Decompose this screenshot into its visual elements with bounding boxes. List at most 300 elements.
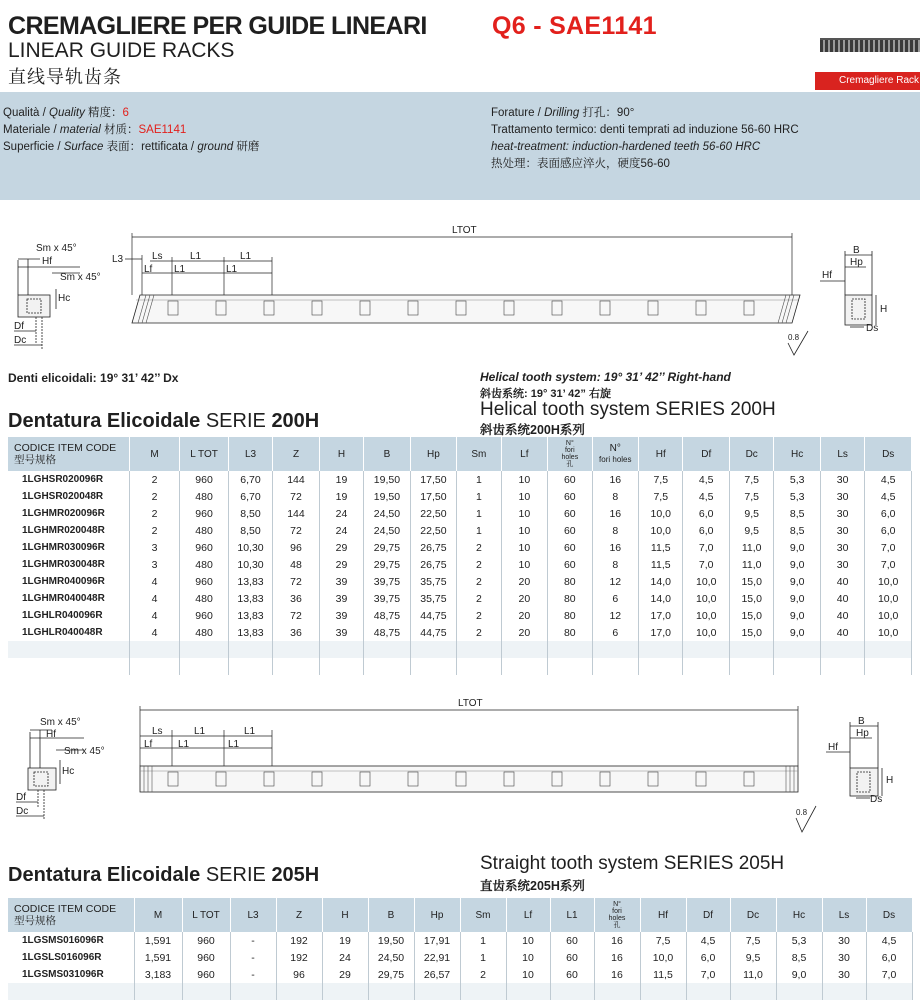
table-cell: 10,0 [683, 573, 729, 590]
table-cell-empty [319, 658, 363, 675]
table-cell: 72 [273, 607, 319, 624]
table-cell: 16 [592, 471, 638, 488]
table-cell: 48,75 [364, 624, 410, 641]
table-cell-empty [319, 641, 363, 658]
table-cell: 1 [460, 932, 506, 949]
label-h-2: H [886, 775, 894, 786]
table-cell: 20 [501, 624, 547, 641]
table-cell: 1 [457, 488, 501, 505]
table-cell: 26,75 [410, 539, 456, 556]
table-cell: 22,91 [414, 949, 460, 966]
col-hf-205: Hf [640, 898, 686, 932]
table-row [8, 471, 912, 488]
table-cell: 60 [550, 932, 594, 949]
table-cell: 39 [319, 590, 363, 607]
table-cell: 6,0 [865, 522, 912, 539]
table-cell: 10,30 [228, 539, 272, 556]
label-l1-a-2: L1 [194, 726, 206, 737]
table-cell: 10,0 [639, 522, 683, 539]
table-cell: 10 [501, 505, 547, 522]
table-cell: 19,50 [364, 488, 410, 505]
table-cell-empty [592, 658, 638, 675]
label-l3: L3 [112, 254, 124, 265]
label-dc-2: Dc [16, 806, 29, 817]
page-header [0, 0, 920, 92]
table-cell: 60 [550, 949, 594, 966]
table-cell: - [230, 949, 276, 966]
table-cell-empty [410, 641, 456, 658]
table-cell: 1 [457, 471, 501, 488]
table-cell: 7,0 [683, 556, 729, 573]
table-cell: 30 [820, 471, 864, 488]
table-cell: 40 [820, 573, 864, 590]
label-hf-2: Hf [46, 729, 56, 740]
table-cell: 1 [460, 949, 506, 966]
table-cell-empty [8, 983, 134, 1000]
table-cell: 2 [129, 505, 180, 522]
table-cell: 7,5 [639, 471, 683, 488]
table-cell: 72 [273, 573, 319, 590]
table-cell: 60 [550, 966, 594, 983]
table-cell: 1 [457, 505, 501, 522]
table-row [8, 488, 912, 505]
table-cell: 30 [820, 556, 864, 573]
table-cell: 4 [129, 590, 180, 607]
table-row-empty [8, 641, 912, 658]
table-cell: 8 [592, 556, 638, 573]
helical-rack-body [132, 295, 800, 323]
table-cell: 960 [180, 573, 229, 590]
col-hc: Hc [774, 437, 820, 471]
table-cell: 6,70 [228, 488, 272, 505]
table-cell: 20 [501, 573, 547, 590]
table-cell: 29,75 [364, 556, 410, 573]
table-cell-empty [774, 658, 820, 675]
label-hf-right: Hf [822, 270, 832, 281]
table-cell-empty [129, 641, 180, 658]
item-code-cell: 1LGHLR040048R [8, 624, 129, 641]
col-m-205: M [134, 898, 182, 932]
item-code-cell: 1LGHMR020048R [8, 522, 129, 539]
table-cell: 22,50 [410, 522, 456, 539]
table-cell: 60 [548, 488, 592, 505]
table-cell-empty [683, 641, 729, 658]
table-cell: 24,50 [368, 949, 414, 966]
item-code-cell: 1LGHSR020048R [8, 488, 129, 505]
table-cell: 10 [501, 522, 547, 539]
table-cell: 9,0 [774, 556, 820, 573]
label-hp-2: Hp [856, 728, 869, 739]
item-code-cell: 1LGHMR030048R [8, 556, 129, 573]
table-series-205h [8, 898, 913, 1000]
table-cell: 4 [129, 624, 180, 641]
table-cell-empty [501, 641, 547, 658]
table-cell: 8,50 [228, 522, 272, 539]
table-cell: 11,5 [639, 556, 683, 573]
table-cell: 4,5 [683, 488, 729, 505]
col-sm-205: Sm [460, 898, 506, 932]
table-cell: 96 [273, 539, 319, 556]
table-cell: 10,0 [683, 607, 729, 624]
label-l1-c: L1 [174, 264, 186, 275]
table-cell: 11,0 [730, 966, 776, 983]
table-cell: 12 [592, 573, 638, 590]
table-cell-empty [273, 641, 319, 658]
table-row [8, 607, 912, 624]
table-cell: 7,0 [866, 966, 912, 983]
table-cell: 60 [548, 522, 592, 539]
col-b: B [364, 437, 410, 471]
table-cell: 17,50 [410, 488, 456, 505]
series-200h-title: Dentatura Elicoidale SERIE 200H [8, 410, 320, 432]
table-cell: 30 [820, 488, 864, 505]
col-ltot-205: L TOT [182, 898, 230, 932]
spec-drilling: Forature / Drilling 打孔：90° [491, 107, 635, 119]
table-cell: 10 [501, 556, 547, 573]
table-cell: 72 [273, 522, 319, 539]
table-cell: 3 [129, 556, 180, 573]
col-df-205: Df [686, 898, 730, 932]
table-cell: 480 [180, 590, 229, 607]
table-cell-empty [180, 641, 229, 658]
table-cell: 2 [129, 471, 180, 488]
label-df: Df [14, 321, 24, 332]
label-roughness: 0.8 [788, 333, 800, 342]
table-cell: 17,91 [414, 932, 460, 949]
col-m: M [129, 437, 180, 471]
table-cell: 15,0 [729, 590, 773, 607]
table-cell: 960 [180, 505, 229, 522]
table-cell: 960 [180, 539, 229, 556]
table-cell-empty [729, 658, 773, 675]
table-cell: 480 [180, 522, 229, 539]
table-cell: - [230, 966, 276, 983]
table-cell: 10 [506, 966, 550, 983]
table-cell: 9,0 [776, 966, 822, 983]
table-row [8, 949, 912, 966]
table-cell: 29 [319, 539, 363, 556]
table-cell: 2 [457, 556, 501, 573]
title-english: LINEAR GUIDE RACKS [8, 39, 235, 62]
table-cell: 20 [501, 607, 547, 624]
col-ls: Ls [820, 437, 864, 471]
col-lf: Lf [501, 437, 547, 471]
table-cell-empty [639, 658, 683, 675]
table-cell: 2 [457, 607, 501, 624]
table-cell: 480 [180, 556, 229, 573]
col-code-205: CODICE ITEM CODE 型号规格 [8, 898, 134, 932]
table-cell: 192 [276, 949, 322, 966]
table-cell: 8 [592, 522, 638, 539]
table-cell: 48,75 [364, 607, 410, 624]
table-cell-empty [729, 641, 773, 658]
table-cell: 960 [180, 471, 229, 488]
label-hc-2: Hc [62, 766, 75, 777]
straight-rack-drawing [0, 690, 920, 840]
table-cell: 80 [548, 607, 592, 624]
table-cell: 80 [548, 590, 592, 607]
label-ds-2: Ds [870, 794, 883, 805]
table-cell: 24,50 [364, 522, 410, 539]
table-cell: 144 [273, 505, 319, 522]
table-cell: 4,5 [865, 471, 912, 488]
spec-heat-cn: 热处理：表面感应淬火，硬度56-60 [491, 158, 670, 170]
table-cell: 10 [501, 488, 547, 505]
table-cell: 6,70 [228, 471, 272, 488]
table-cell: 39 [319, 624, 363, 641]
table-cell: 39,75 [364, 573, 410, 590]
table-cell: 17,50 [410, 471, 456, 488]
table-cell: 9,5 [729, 522, 773, 539]
label-hp: Hp [850, 257, 863, 268]
label-l1-c-2: L1 [178, 739, 190, 750]
table-cell: 44,75 [410, 624, 456, 641]
table-cell-empty [506, 983, 550, 1000]
table-cell-empty [134, 983, 182, 1000]
spec-panel [0, 92, 920, 200]
table-cell: 15,0 [729, 573, 773, 590]
table-cell: 9,0 [774, 590, 820, 607]
title-code: Q6 - SAE1141 [492, 12, 657, 40]
table-cell: 2 [457, 573, 501, 590]
table-cell: 60 [548, 539, 592, 556]
table-cell: 11,5 [640, 966, 686, 983]
series-200h-title-en: Helical tooth system SERIES 200H [480, 399, 776, 420]
table-cell: 144 [273, 471, 319, 488]
table-cell: 10,30 [228, 556, 272, 573]
col-l3-205: L3 [230, 898, 276, 932]
spec-surface: Superficie / Surface 表面：rettificata / ground 研磨 [3, 141, 260, 153]
spec-left [3, 105, 259, 156]
table-cell: 960 [182, 966, 230, 983]
table-cell: 30 [822, 966, 866, 983]
table-cell: 2 [457, 624, 501, 641]
item-code-cell: 1LGHMR020096R [8, 505, 129, 522]
table-cell: 8,5 [774, 505, 820, 522]
table-cell: 22,50 [410, 505, 456, 522]
spec-right [491, 105, 799, 173]
table-cell-empty [129, 658, 180, 675]
table-cell-empty [182, 983, 230, 1000]
table-cell-empty [228, 641, 272, 658]
col-sm: Sm [457, 437, 501, 471]
table-cell-empty [457, 641, 501, 658]
label-sm45-top-2: Sm x 45° [40, 717, 81, 728]
table-cell: 2 [129, 522, 180, 539]
table-cell: 35,75 [410, 590, 456, 607]
table-cell: 7,0 [686, 966, 730, 983]
table-cell: 80 [548, 624, 592, 641]
table-row [8, 539, 912, 556]
table-row [8, 624, 912, 641]
table-cell: 17,0 [639, 624, 683, 641]
col-hp: Hp [410, 437, 456, 471]
table-row-empty [8, 658, 912, 675]
label-h: H [880, 304, 888, 315]
table-cell-empty [501, 658, 547, 675]
table-cell: 4,5 [865, 488, 912, 505]
label-sm45: Sm x 45° [60, 272, 101, 283]
label-b-2: B [858, 716, 865, 727]
table-cell-empty [8, 658, 129, 675]
table-cell: 480 [180, 624, 229, 641]
table-cell: 10 [506, 949, 550, 966]
col-ds: Ds [865, 437, 912, 471]
table-cell: 8,50 [228, 505, 272, 522]
helical-rack-drawing [0, 215, 920, 365]
table-cell-empty [820, 658, 864, 675]
table-cell-empty [592, 641, 638, 658]
rack-photo [820, 38, 920, 52]
table-cell: 9,0 [774, 624, 820, 641]
table-cell: 6,0 [686, 949, 730, 966]
item-code-cell: 1LGHSR020096R [8, 471, 129, 488]
table-cell: 16 [592, 505, 638, 522]
table-cell: 10 [506, 932, 550, 949]
table-cell: 5,3 [776, 932, 822, 949]
table-cell: 4,5 [686, 932, 730, 949]
table-cell: - [230, 932, 276, 949]
col-z-205: Z [276, 898, 322, 932]
col-l3: L3 [228, 437, 272, 471]
table-cell: 30 [820, 522, 864, 539]
table-cell-empty [414, 983, 460, 1000]
table-cell: 26,57 [414, 966, 460, 983]
table-cell: 72 [273, 488, 319, 505]
table-row [8, 966, 912, 983]
table-cell: 7,0 [865, 556, 912, 573]
label-df-2: Df [16, 792, 26, 803]
table-cell-empty [865, 658, 912, 675]
label-ds: Ds [866, 323, 879, 334]
table-row [8, 573, 912, 590]
table-cell: 26,75 [410, 556, 456, 573]
table-cell: 11,5 [639, 539, 683, 556]
category-tab[interactable]: Cremagliere Rack [815, 72, 920, 90]
col-holes-205: N° fori holes 孔 [594, 898, 640, 932]
table-cell: 4 [129, 573, 180, 590]
table-cell: 40 [820, 590, 864, 607]
table-cell: 10 [501, 471, 547, 488]
table-cell: 10,0 [640, 949, 686, 966]
label-dc: Dc [14, 335, 27, 346]
table-cell: 4,5 [866, 932, 912, 949]
table-cell-empty [683, 658, 729, 675]
drawing-helical [0, 215, 920, 365]
label-lf: Lf [144, 264, 153, 275]
label-hf: Hf [42, 256, 52, 267]
col-z: Z [273, 437, 319, 471]
table-205h-header [8, 898, 912, 932]
table-row [8, 522, 912, 539]
col-l1-205: L1 [550, 898, 594, 932]
table-cell: 8,5 [776, 949, 822, 966]
table-cell: 29,75 [364, 539, 410, 556]
spec-material: Materiale / material 材质：SAE1141 [3, 124, 187, 136]
table-cell: 2 [129, 488, 180, 505]
table-cell: 16 [594, 949, 640, 966]
col-ltot: L TOT [180, 437, 229, 471]
table-cell: 11,0 [729, 556, 773, 573]
table-cell: 10,0 [865, 624, 912, 641]
spec-heat-it: Trattamento termico: denti temprati ad induzione 56-60 HRC [491, 124, 799, 136]
table-row [8, 505, 912, 522]
table-row [8, 556, 912, 573]
table-cell: 16 [594, 932, 640, 949]
helical-note-cn: 斜齿系统: 19° 31’ 42” 右旋 [480, 388, 611, 400]
col-b-205: B [368, 898, 414, 932]
table-200h-body [8, 471, 912, 675]
label-roughness-2: 0.8 [796, 808, 808, 817]
table-cell: 960 [180, 607, 229, 624]
table-cell: 480 [180, 488, 229, 505]
table-cell: 48 [273, 556, 319, 573]
table-cell: 1,591 [134, 949, 182, 966]
table-cell: 19 [319, 471, 363, 488]
straight-rack-body [140, 766, 798, 792]
table-cell: 10,0 [683, 590, 729, 607]
table-cell: 24 [319, 522, 363, 539]
item-code-cell: 1LGSMS016096R [8, 932, 134, 949]
col-l1-holes: N° fori holes 孔 [548, 437, 592, 471]
table-cell: 6 [592, 624, 638, 641]
label-sm45-top: Sm x 45° [36, 243, 77, 254]
table-cell-empty [273, 658, 319, 675]
table-cell-empty [180, 658, 229, 675]
col-ds-205: Ds [866, 898, 912, 932]
table-cell: 19,50 [368, 932, 414, 949]
table-cell: 13,83 [228, 590, 272, 607]
series-205h-title-cn: 直齿系统205H系列 [480, 879, 585, 893]
table-cell: 60 [548, 556, 592, 573]
table-cell: 15,0 [729, 607, 773, 624]
table-cell: 30 [820, 505, 864, 522]
table-cell: 11,0 [729, 539, 773, 556]
table-cell: 10,0 [683, 624, 729, 641]
col-ls-205: Ls [822, 898, 866, 932]
title-chinese: 直线导轨齿条 [8, 67, 122, 87]
table-cell: 4,5 [683, 471, 729, 488]
label-ltot-2: LTOT [458, 698, 483, 709]
label-hf-right-2: Hf [828, 742, 838, 753]
series-200h-title-cn: 斜齿系统200H系列 [480, 423, 585, 437]
table-cell: 19 [319, 488, 363, 505]
table-cell: 15,0 [729, 624, 773, 641]
table-cell-empty [865, 641, 912, 658]
item-code-cell: 1LGHLR040096R [8, 607, 129, 624]
helical-note-en: Helical tooth system: 19° 31’ 42’’ Right-hand [480, 370, 731, 384]
table-200h-header [8, 437, 912, 471]
table-cell: 12 [592, 607, 638, 624]
series-205h-title: Dentatura Elicoidale SERIE 205H [8, 864, 320, 886]
table-cell: 60 [548, 471, 592, 488]
table-cell-empty [457, 658, 501, 675]
table-cell: 16 [594, 966, 640, 983]
label-ls-2: Ls [152, 726, 163, 737]
label-lf-2: Lf [144, 739, 153, 750]
table-cell: 30 [820, 539, 864, 556]
table-cell: 39 [319, 607, 363, 624]
table-cell: 14,0 [639, 590, 683, 607]
table-cell: 8,5 [774, 522, 820, 539]
table-cell-empty [322, 983, 368, 1000]
table-cell-empty [639, 641, 683, 658]
table-row [8, 590, 912, 607]
table-cell: 3,183 [134, 966, 182, 983]
table-cell-empty [410, 658, 456, 675]
item-code-cell: 1LGSMS031096R [8, 966, 134, 983]
table-cell: 10,0 [865, 607, 912, 624]
